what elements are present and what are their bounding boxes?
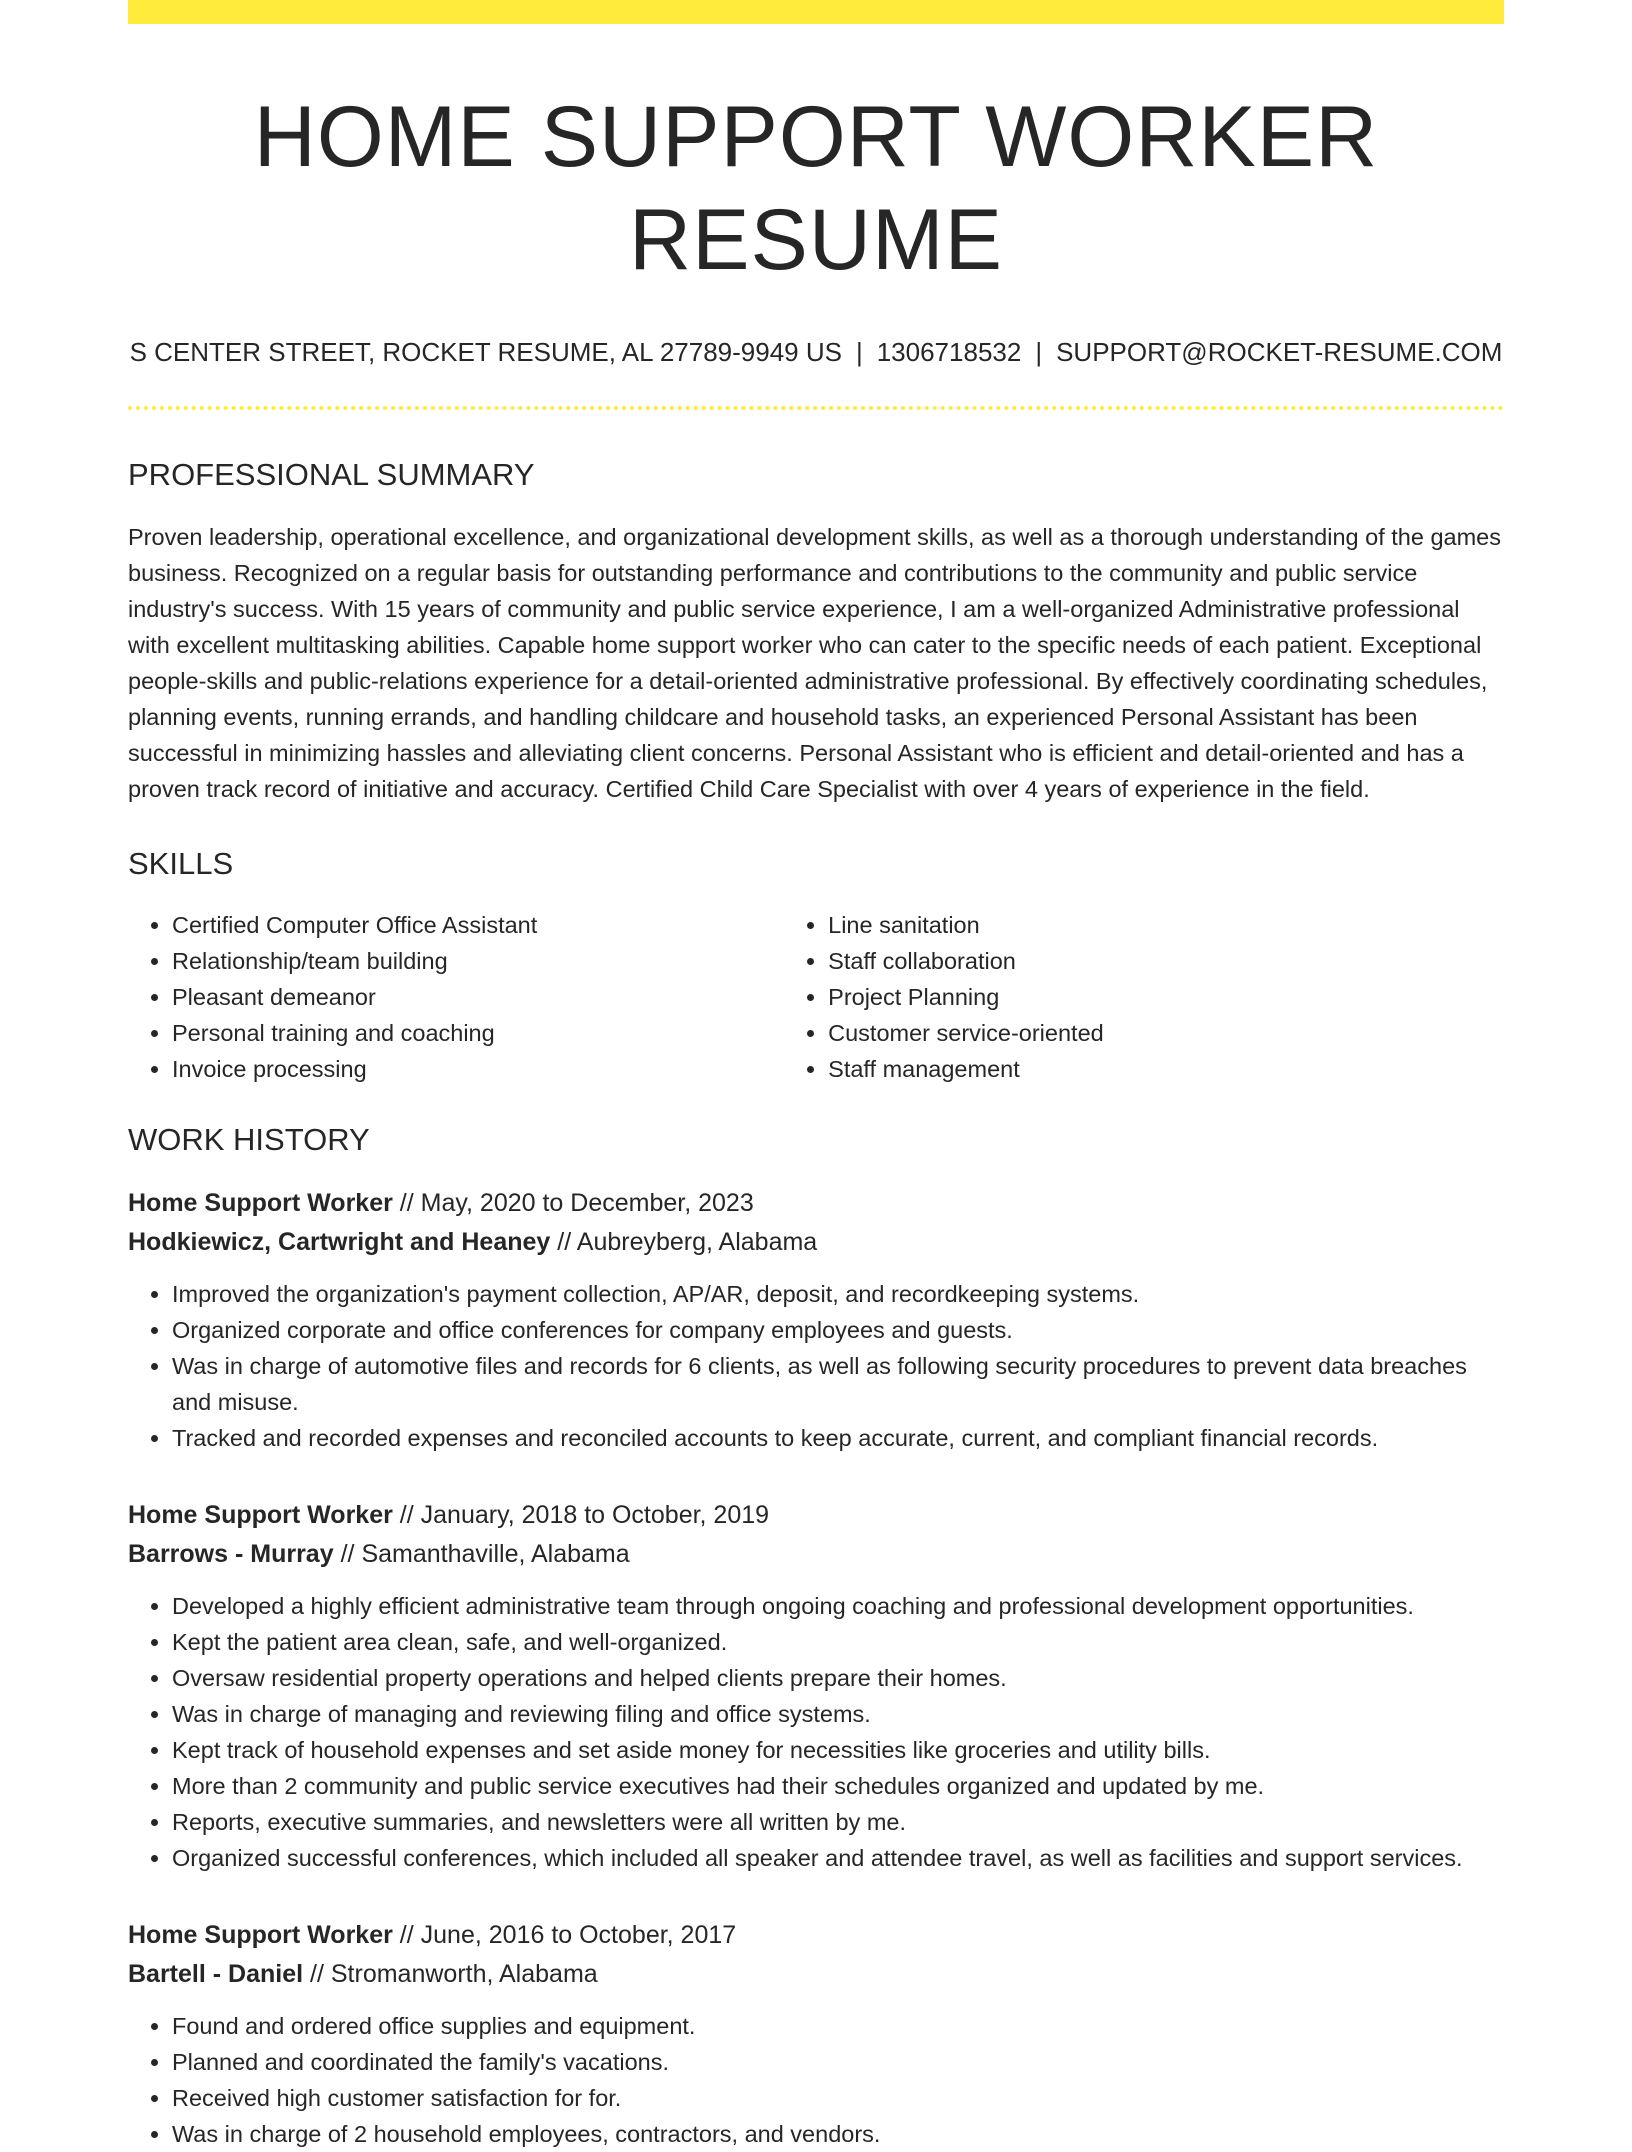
job-bullet: • Improved the organization's payment collection, AP/AR, deposit, and recordkeeping systems.: [172, 1276, 1504, 1312]
job-divider: //: [557, 1227, 572, 1256]
job-title-line: [128, 1496, 1504, 1535]
skill-item: • Customer service-oriented: [828, 1015, 1504, 1051]
skill-item: • Certified Computer Office Assistant: [172, 907, 784, 943]
job-bullet: • Tracked and recorded expenses and reconciled accounts to keep accurate, current, and compliant financial records.: [172, 1420, 1504, 1456]
job-divider: //: [340, 1539, 355, 1568]
contact-separator: |: [855, 337, 863, 368]
job-location: Samanthaville, Alabama: [361, 1539, 630, 1568]
job-role: Home Support Worker: [128, 1920, 393, 1949]
job-title-line: [128, 1916, 1504, 1955]
job-bullets: [128, 1588, 1504, 1876]
skill-item: • Staff collaboration: [828, 943, 1504, 979]
skill-item: • Invoice processing: [172, 1051, 784, 1087]
job-bullets: [128, 1276, 1504, 1456]
job-role: Home Support Worker: [128, 1500, 393, 1529]
skills-heading: SKILLS: [128, 846, 234, 882]
skills-list-right: [784, 907, 1504, 1087]
work-history-heading: WORK HISTORY: [128, 1121, 370, 1157]
job-entry: [128, 1184, 1504, 1456]
summary-text: Proven leadership, operational excellence, and organizational development skills, as well as a thorough understanding of the games business. Recognized on a regular basis for outstanding performance and contributions to the community and public service industry's success. With 15 years of community and public service experience, I am a well-organized Administrative professional with excellent multitasking abilities. Capable home support worker who can cater to the specific needs of each patient. Exceptional people-skills and public-relations experience for a detail-oriented administrative professional. By effectively coordinating schedules, planning events, running errands, and handling childcare and household tasks, an experienced Personal Assistant has been successful in minimizing hassles and alleviating client concerns. Personal Assistant who is efficient and detail-oriented and has a proven track record of initiative and accuracy. Certified Child Care Specialist with over 4 years of experience in the field.: [128, 524, 1501, 803]
skills-list-left: [128, 907, 784, 1087]
job-dates: June, 2016 to October, 2017: [420, 1920, 737, 1949]
job-company-line: [128, 1955, 1504, 1994]
skill-item: • Project Planning: [828, 979, 1504, 1015]
job-divider: //: [310, 1959, 324, 1988]
job-dates: May, 2020 to December, 2023: [420, 1188, 754, 1217]
job-bullet: • Received high customer satisfaction for for.: [172, 2080, 1504, 2116]
job-dates: January, 2018 to October, 2019: [420, 1500, 770, 1529]
skill-item: • Line sanitation: [828, 907, 1504, 943]
job-divider: //: [399, 1500, 414, 1529]
job-location: Stromanworth, Alabama: [330, 1959, 598, 1988]
job-bullet: • Oversaw residential property operations and helped clients prepare their homes.: [172, 1660, 1504, 1696]
contact-line: [128, 336, 1504, 370]
job-divider: //: [399, 1920, 414, 1949]
job-bullet: • More than 2 community and public service executives had their schedules organized and updated by me.: [172, 1768, 1504, 1804]
job-bullet: • Organized corporate and office conferences for company employees and guests.: [172, 1312, 1504, 1348]
job-bullet: • Was in charge of automotive files and records for 6 clients, as well as following security procedures to prevent data breaches and misuse.: [172, 1348, 1504, 1420]
job-company-line: [128, 1535, 1504, 1574]
summary-heading: PROFESSIONAL SUMMARY: [128, 457, 535, 493]
top-accent-bar: [128, 0, 1504, 24]
job-role: Home Support Worker: [128, 1188, 393, 1217]
job-company: Bartell - Daniel: [128, 1959, 304, 1988]
job-divider: //: [399, 1188, 414, 1217]
job-bullet: • Was in charge of managing and reviewing filing and office systems.: [172, 1696, 1504, 1732]
job-company: Hodkiewicz, Cartwright and Heaney: [128, 1227, 551, 1256]
job-company: Barrows - Murray: [128, 1539, 334, 1568]
job-bullet: • Developed a highly efficient administrative team through ongoing coaching and professional development opportunities.: [172, 1588, 1504, 1624]
job-bullet: • Kept track of household expenses and set aside money for necessities like groceries and utility bills.: [172, 1732, 1504, 1768]
job-bullet: • Kept the patient area clean, safe, and well-organized.: [172, 1624, 1504, 1660]
job-entry: [128, 1496, 1504, 1876]
contact-separator: |: [1035, 337, 1043, 368]
skill-item: • Pleasant demeanor: [172, 979, 784, 1015]
job-company-line: [128, 1223, 1504, 1262]
job-bullet: • Organized successful conferences, which included all speaker and attendee travel, as well as facilities and support services.: [172, 1840, 1504, 1876]
job-entry: [128, 1916, 1504, 2152]
address: S CENTER STREET, ROCKET RESUME, AL 27789-9949 US: [129, 337, 842, 368]
job-bullet: • Found and ordered office supplies and equipment.: [172, 2008, 1504, 2044]
job-bullet: • Was in charge of 2 household employees, contractors, and vendors.: [172, 2116, 1504, 2152]
job-bullet: • Planned and coordinated the family's vacations.: [172, 2044, 1504, 2080]
email: SUPPORT@ROCKET-RESUME.COM: [1056, 337, 1503, 368]
skill-item: • Staff management: [828, 1051, 1504, 1087]
job-bullet: • Reports, executive summaries, and newsletters were all written by me.: [172, 1804, 1504, 1840]
skill-item: • Personal training and coaching: [172, 1015, 784, 1051]
job-bullets: [128, 2008, 1504, 2152]
skill-item: • Relationship/team building: [172, 943, 784, 979]
resume-page: [128, 0, 1504, 2152]
dotted-divider: [128, 406, 1504, 410]
phone: 1306718532: [876, 337, 1022, 368]
job-location: Aubreyberg, Alabama: [576, 1227, 818, 1256]
job-title-line: [128, 1184, 1504, 1223]
resume-title: HOME SUPPORT WORKER RESUME: [253, 89, 1379, 289]
skills-columns: [128, 907, 1504, 1087]
